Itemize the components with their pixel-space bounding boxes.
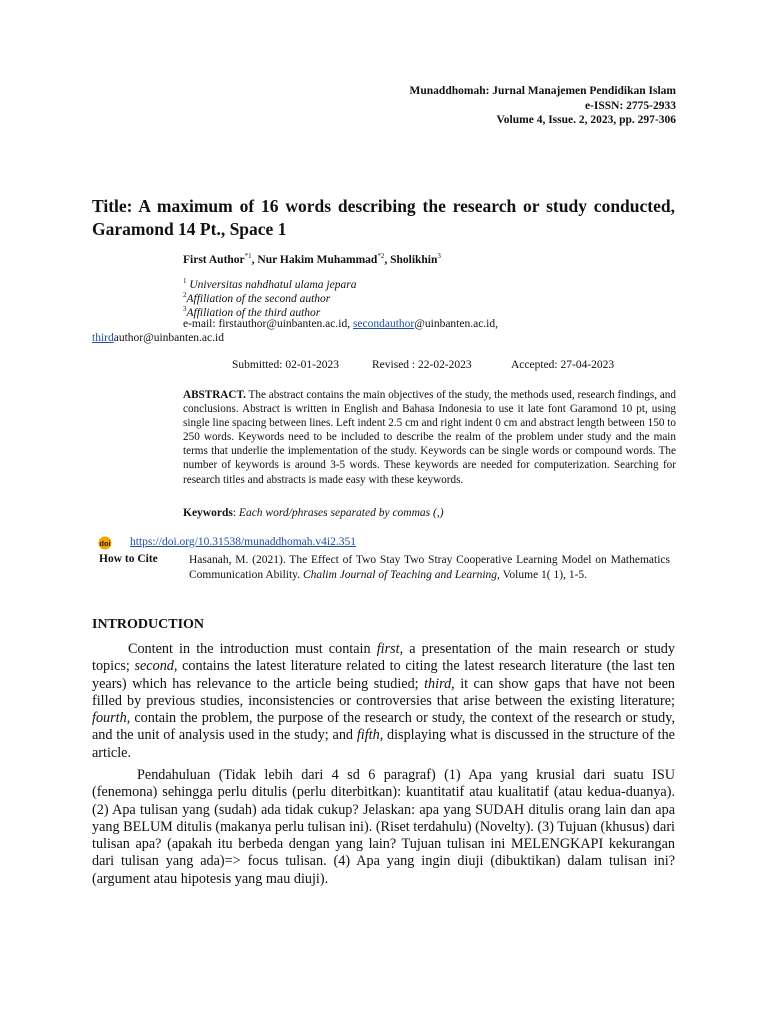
doi-icon: [97, 536, 113, 550]
how-to-cite-text: [189, 553, 670, 582]
p2-text: Pendahuluan (Tidak lebih dari 4 sd 6 paragraf) (1) Apa yang krusial dari suatu ISU (fenemona) sehingga perlu ditulis (perlu diterbitkan): kuantitatif atau kualitatif (atau kedua-duanya). (2) Apa tulisan yang (sudah) ada tidak cukup? Jelaskan: apa yang SUDAH ditulis orang lain dan apa yang BELUM ditulis (makanya perlu tulisan ini). (Riset terdahulu) (Novelty). (3) Tujuan (khusus) dari tulisan apa? (apakah itu berbeda dengan yang lain? Tujuan tulisan ini MELENGKAPI kekurangan dari tulisan yang ada)=> focus tulisan. (4) Apa yang ingin diuji (dibuktikan) dalam tulisan ini? (argument atau hipotesis yang mau diuji).: [92, 767, 675, 887]
p1-seg-4: , it can show gaps that have not been filled by previous studies, inconsistencies or controversies that arise between the existing literature;: [92, 675, 675, 709]
email-second-domain: @uinbanten.ac.id,: [414, 318, 498, 330]
author-1: First Author: [183, 253, 245, 266]
p1-seg-1: Content in the introduction must contain: [128, 641, 377, 657]
abstract-text: The abstract contains the main objectives of the study, the methods used, research findings, and conclusions. Abstract is written in English and Bahasa Indonesia to use it late font Garamond 10 pt, using single line spacing between lines. Left indent 2.5 cm and right indent 0 cm and abstract length between 150 to 250 words. Keywords need to be included to describe the realm of the problem under study and the main terms that underlie the implementation of the study. Keywords can be single words or compound words. The number of keywords is around 3-5 words. These keywords are needed for computerization. Searching for research titles and abstracts is made easy with these keywords.: [183, 389, 676, 486]
affiliation-3-text: Affiliation of the third author: [186, 306, 321, 319]
journal-issn: e-ISSN: 2775-2933: [584, 99, 676, 112]
how-to-cite-label: How to Cite: [99, 553, 158, 565]
intro-paragraph-2: [92, 767, 675, 888]
journal-header: [410, 84, 676, 128]
p1-em-third: third: [424, 675, 452, 692]
keywords-separator: :: [232, 507, 239, 519]
email-third-link[interactable]: third: [92, 332, 114, 344]
citation-part-1: Hasanah, M. (2021). The Effect of Two Stay Two Stray Cooperative Learning Model on Mathematics Communication Ability.: [189, 554, 670, 581]
email-separator: ,: [347, 318, 353, 330]
email-second-link[interactable]: secondauthor: [352, 318, 415, 330]
email-line: [183, 318, 498, 330]
p1-em-first: first: [376, 641, 400, 657]
affiliation-1-sup: 1: [183, 277, 187, 285]
affiliation-3-sup: 3: [183, 305, 187, 313]
keywords-label: Keywords: [183, 507, 233, 519]
author-1-sup: *1: [244, 252, 252, 260]
p1-em-second: second: [134, 658, 174, 675]
email-third-domain: author@uinbanten.ac.id: [113, 332, 224, 344]
p1-seg-2: , a presentation of the main research or study topics;: [92, 641, 675, 675]
p1-seg-5: , contain the problem, the purpose of the research or study, the context of the research or study, and the unit of analysis used in the study; and: [92, 710, 675, 744]
email-line-2: [92, 332, 224, 344]
email-prefix: e-mail:: [183, 318, 219, 330]
paper-title: Title: A maximum of 16 words describing the research or study conducted, Garamond 14 Pt., Space 1: [92, 196, 675, 239]
author-2-sup: *2: [377, 252, 385, 260]
keywords: [183, 507, 444, 519]
journal-volume: Volume 4, Issue. 2, 2023, pp. 297-306: [496, 114, 676, 126]
affiliation-2-sup: 2: [183, 291, 187, 299]
p1-em-fourth: fourth: [92, 710, 127, 727]
keywords-text: Each word/phrases separated by commas (,): [238, 507, 444, 519]
affiliation-2-text: Affiliation of the second author: [186, 292, 331, 305]
date-submitted: Submitted: 02-01-2023: [232, 359, 340, 371]
svg-text:doi: doi: [99, 539, 111, 548]
section-heading-introduction: INTRODUCTION: [92, 617, 205, 632]
abstract-label: ABSTRACT.: [183, 389, 246, 401]
email-first: firstauthor@uinbanten.ac.id: [218, 318, 348, 330]
date-accepted: Accepted: 27-04-2023: [511, 359, 615, 371]
date-revised: Revised : 22-02-2023: [372, 359, 472, 371]
citation-part-2: Volume 1( 1), 1-5.: [499, 568, 588, 581]
p1-seg-3: , contains the latest literature related to citing the latest research literature (the last ten years) which has relevance to the article being studied;: [92, 658, 675, 692]
author-2: Nur Hakim Muhammad: [257, 253, 378, 266]
intro-paragraph-1: [92, 641, 675, 762]
author-3: Sholikhin: [390, 253, 438, 266]
journal-name: Munaddhomah: Jurnal Manajemen Pendidikan Islam: [409, 85, 676, 97]
affiliation-1-text: Universitas nahdhatul ulama jepara: [186, 278, 357, 291]
author-list: First Author$^{*1}$, Nur Hakim Muhammad$^{*2}$, Sholikhin$^3$: [183, 252, 441, 266]
citation-journal: Chalim Journal of Teaching and Learning,: [302, 568, 500, 581]
author-3-sup: 3: [437, 252, 441, 260]
p1-seg-6: , displaying what is discussed in the structure of the article.: [92, 727, 675, 761]
abstract: [183, 388, 676, 487]
p1-em-fifth: fifth: [356, 727, 380, 744]
doi-link[interactable]: https://doi.org/10.31538/munaddhomah.v4i2.351: [130, 536, 356, 548]
